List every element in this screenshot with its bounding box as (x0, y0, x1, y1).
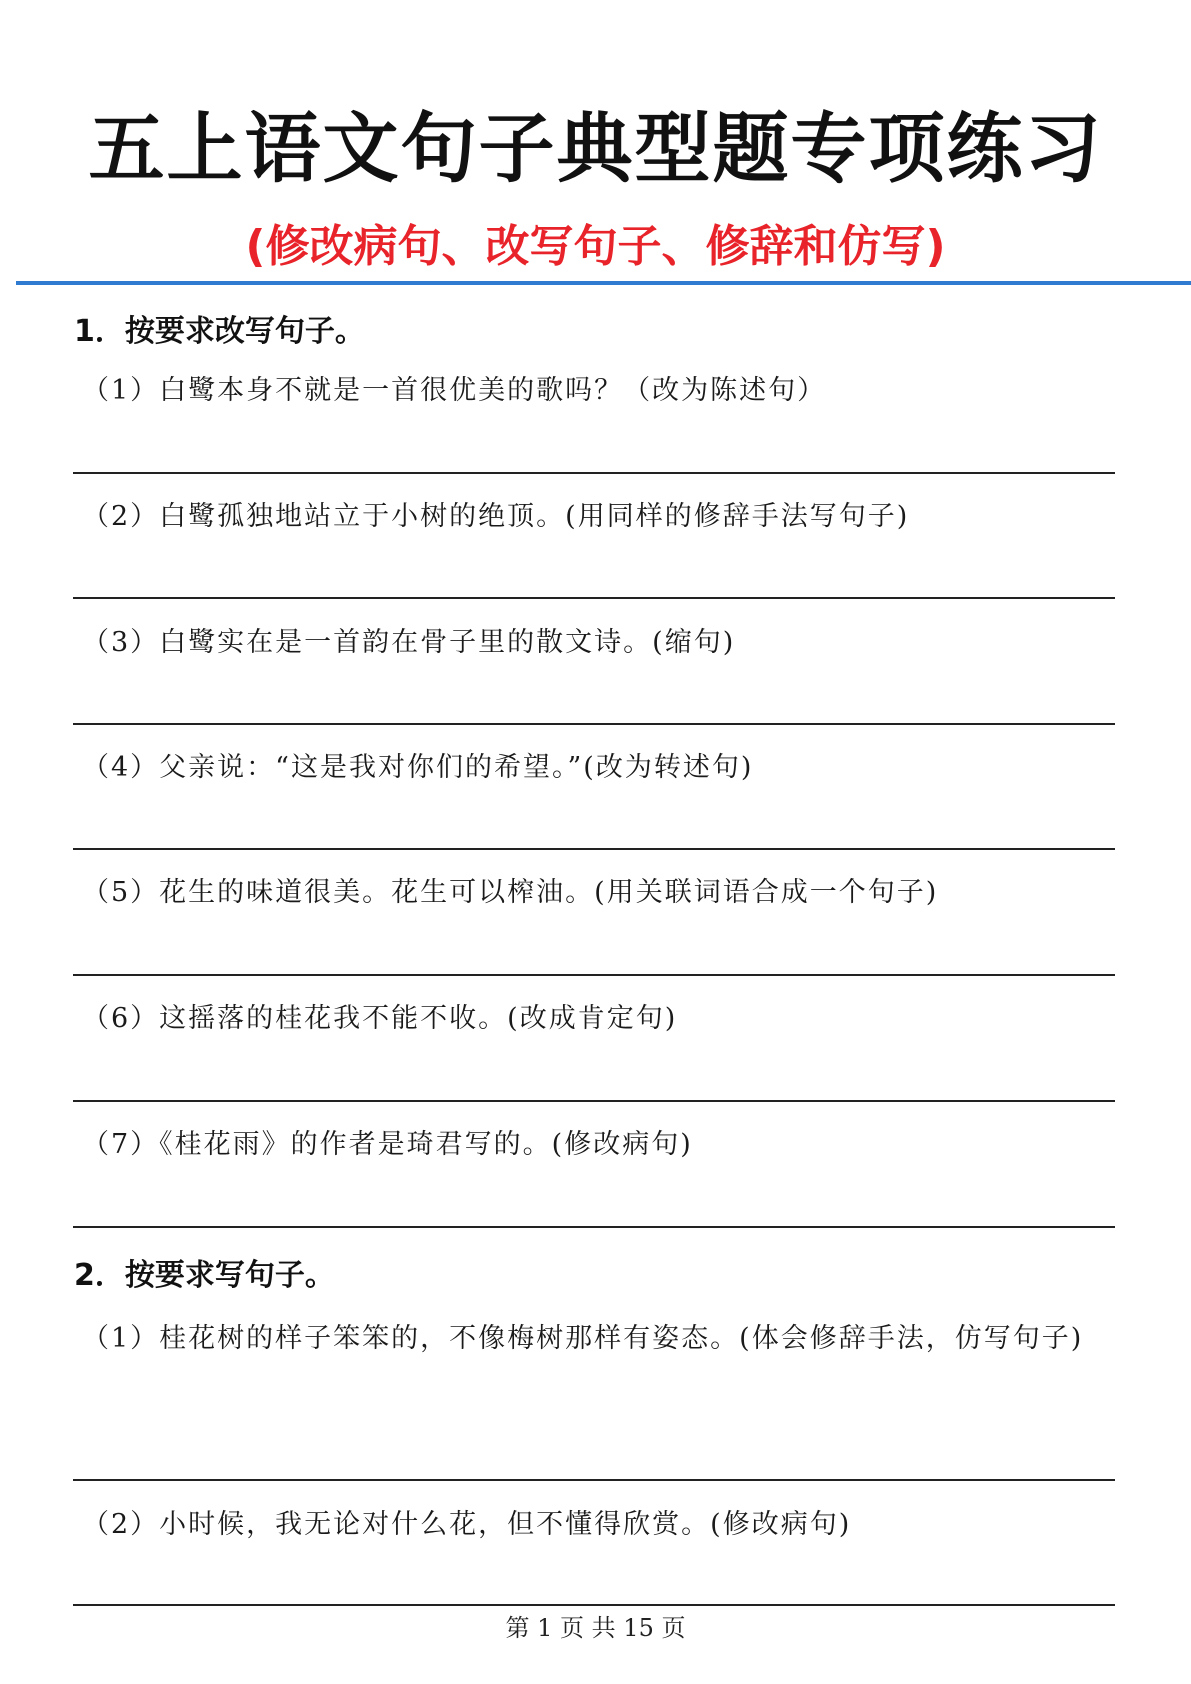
question-1-2: （2）白鹭孤独地站立于小树的绝顶。(用同样的修辞手法写句子) (82, 501, 910, 532)
question-2-2: （2）小时候，我无论对什么花，但不懂得欣赏。(修改病句) (82, 1509, 852, 1540)
answer-line-1-2[interactable] (73, 597, 1115, 599)
question-1-4: （4）父亲说：“这是我对你们的希望。”(改为转述句) (82, 752, 754, 783)
answer-line-1-1[interactable] (73, 472, 1115, 474)
section-title-1: 1．按要求改写句子。 (74, 314, 365, 349)
section-title-2: 2．按要求写句子。 (74, 1258, 335, 1293)
header-divider (16, 281, 1191, 285)
question-1-6: （6）这摇落的桂花我不能不收。(改成肯定句) (82, 1003, 678, 1034)
question-1-1: （1）白鹭本身不就是一首很优美的歌吗？（改为陈述句） (82, 375, 827, 406)
answer-line-1-7[interactable] (73, 1226, 1115, 1228)
page-title: 五上语文句子典型题专项练习 (88, 104, 1103, 193)
question-2-1: （1）桂花树的样子笨笨的，不像梅树那样有姿态。(体会修辞手法，仿写句子) (82, 1323, 1084, 1354)
answer-line-2-1[interactable] (73, 1479, 1115, 1481)
answer-line-1-6[interactable] (73, 1100, 1115, 1102)
question-1-3: （3）白鹭实在是一首韵在骨子里的散文诗。(缩句) (82, 627, 736, 658)
answer-line-1-3[interactable] (73, 723, 1115, 725)
question-1-5: （5）花生的味道很美。花生可以榨油。(用关联词语合成一个句子) (82, 877, 939, 908)
question-1-7: （7）《桂花雨》的作者是琦君写的。(修改病句) (82, 1129, 693, 1160)
page-subtitle: (修改病句、改写句子、修辞和仿写) (245, 221, 946, 272)
answer-line-1-5[interactable] (73, 974, 1115, 976)
page-number: 第 1 页 共 15 页 (505, 1614, 686, 1642)
answer-line-2-2[interactable] (73, 1604, 1115, 1606)
answer-line-1-4[interactable] (73, 848, 1115, 850)
